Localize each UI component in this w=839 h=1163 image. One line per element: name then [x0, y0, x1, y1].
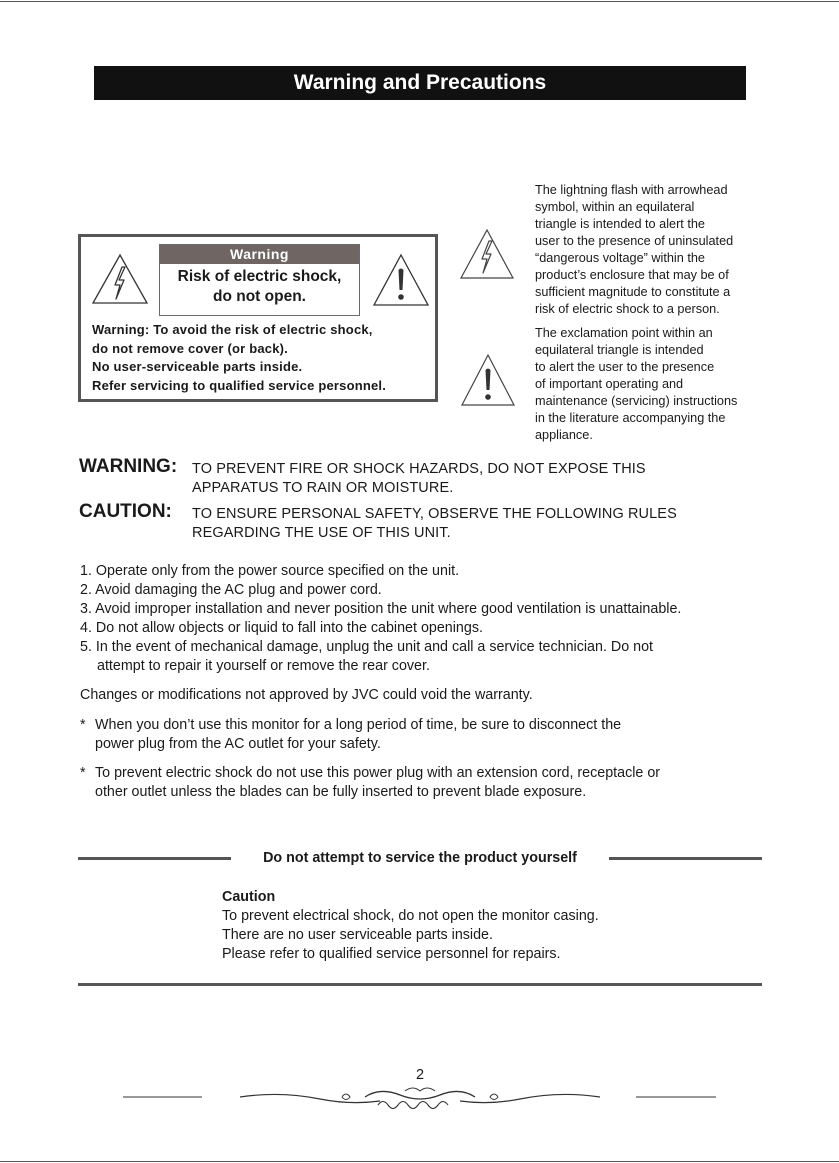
warning-line: APPARATUS TO RAIN OR MOISTURE. — [192, 480, 454, 496]
explanation-line: maintenance (servicing) instructions — [535, 394, 738, 408]
page-title: Warning and Precautions — [94, 66, 746, 100]
warning-label-heading: Warning — [160, 245, 359, 264]
risk-text-line-1: Risk of electric shock, — [177, 268, 342, 285]
list-item: 1. Operate only from the power source specified on the unit. — [80, 563, 460, 579]
lightning-symbol-explanation — [535, 182, 765, 318]
lightning-triangle-icon — [91, 253, 149, 305]
bullet-star: * — [80, 765, 86, 781]
caution-statement — [192, 505, 782, 543]
caution-line: REGARDING THE USE OF THIS UNIT. — [192, 525, 451, 541]
warning-line: TO PREVENT FIRE OR SHOCK HAZARDS, DO NOT EXPOSE THIS — [192, 461, 646, 477]
lightning-triangle-icon — [459, 228, 515, 280]
safety-note — [80, 764, 780, 802]
explanation-line: sufficient magnitude to constitute a — [535, 285, 731, 299]
explanation-line: appliance. — [535, 428, 593, 442]
explanation-line: equilateral triangle is intended — [535, 343, 704, 357]
note-line: power plug from the AC outlet for your safety. — [95, 736, 381, 752]
divider — [609, 857, 762, 860]
caution-heading: CAUTION: — [79, 501, 172, 522]
explanation-line: of important operating and — [535, 377, 684, 391]
exclamation-symbol-explanation — [535, 325, 765, 444]
service-line: To prevent electrical shock, do not open the monitor casing. — [222, 908, 599, 924]
explanation-line: user to the presence of uninsulated — [535, 234, 734, 248]
service-heading: Do not attempt to service the product yourself — [263, 850, 577, 866]
explanation-line: product’s enclosure that may be of — [535, 268, 729, 282]
warning-statement — [192, 460, 782, 498]
list-item: 5. In the event of mechanical damage, unplug the unit and call a service technician. Do not — [80, 639, 654, 655]
page-bottom-edge — [0, 1161, 839, 1162]
warning-label-line: No user-serviceable parts inside. — [92, 359, 303, 374]
list-item: 2. Avoid damaging the AC plug and power cord. — [80, 582, 382, 598]
note-line: other outlet unless the blades can be fully inserted to prevent blade exposure. — [95, 784, 587, 800]
warning-label-line: Refer servicing to qualified service personnel. — [92, 377, 387, 393]
page-top-edge — [0, 1, 839, 2]
list-item-continuation: attempt to repair it yourself or remove the rear cover. — [97, 658, 430, 674]
warranty-note: Changes or modifications not approved by JVC could void the warranty. — [80, 687, 533, 703]
explanation-line: symbol, within an equilateral — [535, 200, 695, 214]
explanation-line: risk of electric shock to a person. — [535, 302, 720, 316]
explanation-line: to alert the user to the presence — [535, 360, 715, 374]
explanation-line: “dangerous voltage” within the — [535, 251, 705, 265]
service-caution-block — [222, 888, 762, 964]
warning-label-box — [78, 234, 438, 402]
service-caution-title: Caution — [222, 889, 276, 905]
risk-text-line-2: do not open. — [213, 288, 306, 305]
note-line: To prevent electric shock do not use this power plug with an extension cord, receptacle or — [95, 765, 661, 781]
list-item: 4. Do not allow objects or liquid to fall into the cabinet openings. — [80, 620, 483, 636]
warning-label-line: Warning: To avoid the risk of electric shock, — [92, 322, 373, 337]
bullet-star: * — [80, 717, 86, 733]
page-number: 2 — [415, 1067, 425, 1083]
warning-label-line: do not remove cover (or back). — [92, 340, 288, 356]
exclamation-triangle-icon — [372, 253, 430, 307]
explanation-line: The lightning flash with arrowhead — [535, 183, 728, 197]
decorative-flourish-icon — [120, 1085, 720, 1115]
list-item: 3. Avoid improper installation and never position the unit where good ventilation is unattainable. — [80, 601, 682, 617]
divider — [78, 857, 231, 860]
warning-label-text — [92, 321, 432, 395]
explanation-line: in the literature accompanying the — [535, 411, 726, 425]
divider — [78, 983, 762, 986]
explanation-line: triangle is intended to alert the — [535, 217, 705, 231]
service-line: Please refer to qualified service personnel for repairs. — [222, 946, 561, 962]
safety-note — [80, 716, 780, 754]
service-line: There are no user serviceable parts inside. — [222, 927, 493, 943]
safety-rules-list — [80, 562, 780, 676]
warning-heading: WARNING: — [79, 456, 178, 477]
warning-label-panel — [159, 244, 360, 316]
explanation-line: The exclamation point within an — [535, 326, 713, 340]
exclamation-triangle-icon — [460, 353, 516, 407]
caution-line: TO ENSURE PERSONAL SAFETY, OBSERVE THE FOLLOWING RULES — [192, 506, 677, 522]
note-line: When you don’t use this monitor for a long period of time, be sure to disconnect the — [95, 717, 622, 733]
